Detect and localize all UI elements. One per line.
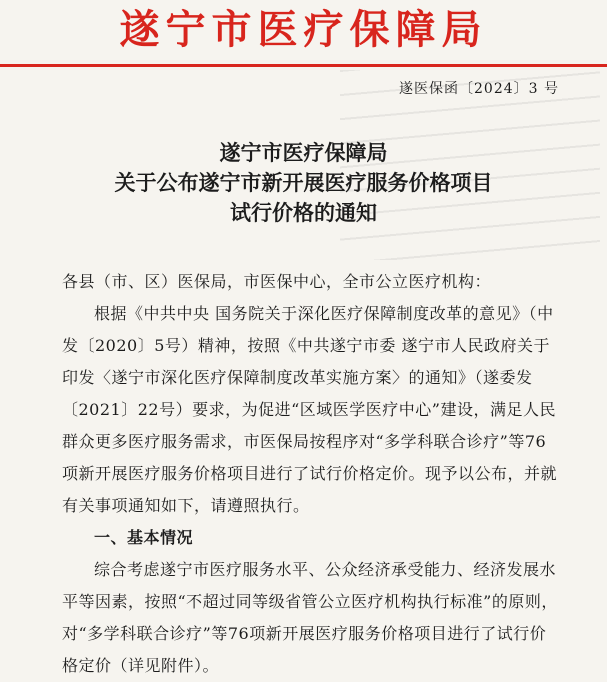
section-paragraph-basic-situation: 综合考虑遂宁市医疗服务水平、公众经济承受能力、经济发展水平等因素，按照“不超过同等级省管公立医疗机构执行标准”的原则，对“多学科联合诊疗”等76项新开展医疗服务价格项目进行了试行价格定价（详见附件）。 [62,560,558,675]
notice-title-line-1: 遂宁市医疗保障局 [219,141,388,165]
notice-title-line-3: 试行价格的通知 [230,201,377,225]
section-heading-basic-situation: 一、基本情况 [94,528,194,547]
letterhead-red-rule [0,64,607,67]
notice-body [62,266,562,682]
letterhead-title: 遂宁市医疗保障局 [119,7,488,53]
letterhead [0,0,607,66]
document-number: 遂医保函〔2024〕3 号 [399,81,559,97]
intro-paragraph: 根据《中共中央 国务院关于深化医疗保障制度改革的意见》（中发〔2020〕5号）精神，按照《中共遂宁市委 遂宁市人民政府关于印发〈遂宁市深化医疗保障制度改革实施方案〉的通知》（遂委发〔2021〕22号）要求，为促进“区域医学医疗中心”建设，满足人民群众更多医疗服务需求，市医保局按程序对“多学科联合诊疗”等76项新开展医疗服务价格项目进行了试行价格定价。现予以公布，并就有关事项通知如下，请遵照执行。 [62,304,558,515]
salutation: 各县（市、区）医保局，市医保中心，全市公立医疗机构： [62,272,492,291]
notice-title-line-2: 关于公布遂宁市新开展医疗服务价格项目 [114,171,493,195]
